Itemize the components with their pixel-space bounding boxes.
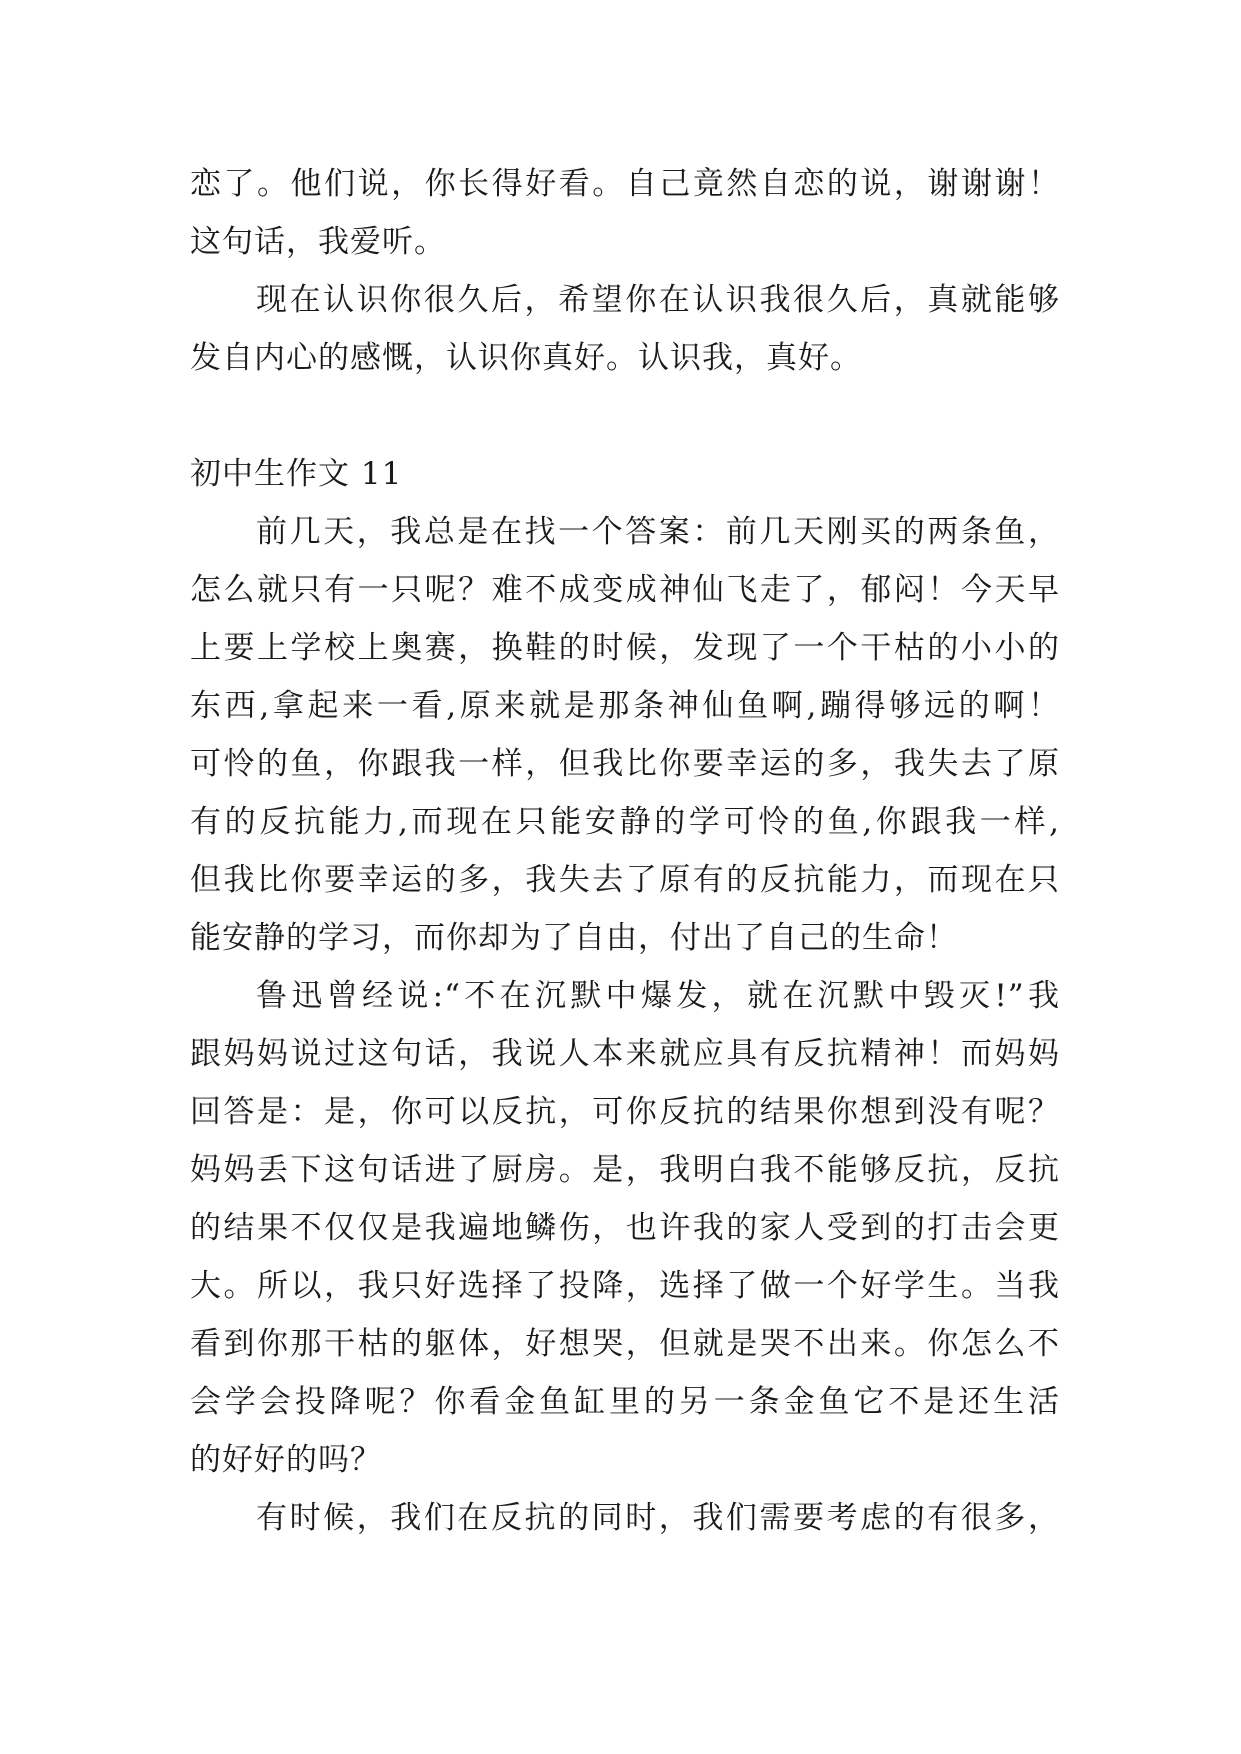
text-line: 的结果不仅仅是我遍地鳞伤，也许我的家人受到的打击会更 <box>190 1210 1060 1246</box>
text-line: 有的反抗能力,而现在只能安静的学可怜的鱼,你跟我一样, <box>190 804 1060 840</box>
text-line: 妈妈丢下这句话进了厨房。是，我明白我不能够反抗，反抗 <box>190 1152 1060 1188</box>
text-line: 上要上学校上奥赛，换鞋的时候，发现了一个干枯的小小的 <box>190 630 1060 666</box>
text-line: 鲁迅曾经说:“不在沉默中爆发，就在沉默中毁灭!”我 <box>256 978 1060 1014</box>
paragraph-3 <box>190 503 1060 967</box>
text-line: 有时候，我们在反抗的同时，我们需要考虑的有很多， <box>256 1500 1060 1536</box>
text-line: 前几天，我总是在找一个答案：前几天刚买的两条鱼， <box>256 514 1060 550</box>
paragraph-5 <box>190 1489 1060 1547</box>
text-line: 但我比你要幸运的多，我失去了原有的反抗能力，而现在只 <box>190 862 1060 898</box>
text-line: 怎么就只有一只呢？难不成变成神仙飞走了，郁闷！今天早 <box>190 572 1060 608</box>
text-line: 跟妈妈说过这句话，我说人本来就应具有反抗精神！而妈妈 <box>190 1036 1060 1072</box>
text-line: 能安静的学习，而你却为了自由，付出了自己的生命！ <box>190 920 958 956</box>
paragraph-4 <box>190 967 1060 1489</box>
spacer <box>190 387 1060 445</box>
text-line: 这句话，我爱听。 <box>190 224 446 260</box>
text-line: 看到你那干枯的躯体，好想哭，但就是哭不出来。你怎么不 <box>190 1326 1060 1362</box>
text-line: 恋了。他们说，你长得好看。自己竟然自恋的说，谢谢谢！ <box>190 166 1060 202</box>
document-body <box>190 155 1060 1547</box>
text-line: 大。所以，我只好选择了投降，选择了做一个好学生。当我 <box>190 1268 1060 1304</box>
paragraph-2 <box>190 271 1060 387</box>
text-line: 发自内心的感慨，认识你真好。认识我，真好。 <box>190 340 862 376</box>
text-line: 东西,拿起来一看,原来就是那条神仙鱼啊,蹦得够远的啊！ <box>190 688 1060 724</box>
text-line: 会学会投降呢？你看金鱼缸里的另一条金鱼它不是还生活 <box>190 1384 1060 1420</box>
text-line: 现在认识你很久后，希望你在认识我很久后，真就能够 <box>256 282 1060 318</box>
text-line: 回答是：是，你可以反抗，可你反抗的结果你想到没有呢？ <box>190 1094 1060 1130</box>
paragraph-1 <box>190 155 1060 271</box>
text-line: 的好好的吗？ <box>190 1442 382 1478</box>
section-title: 初中生作文 11 <box>190 456 403 492</box>
text-line: 可怜的鱼，你跟我一样，但我比你要幸运的多，我失去了原 <box>190 746 1060 782</box>
